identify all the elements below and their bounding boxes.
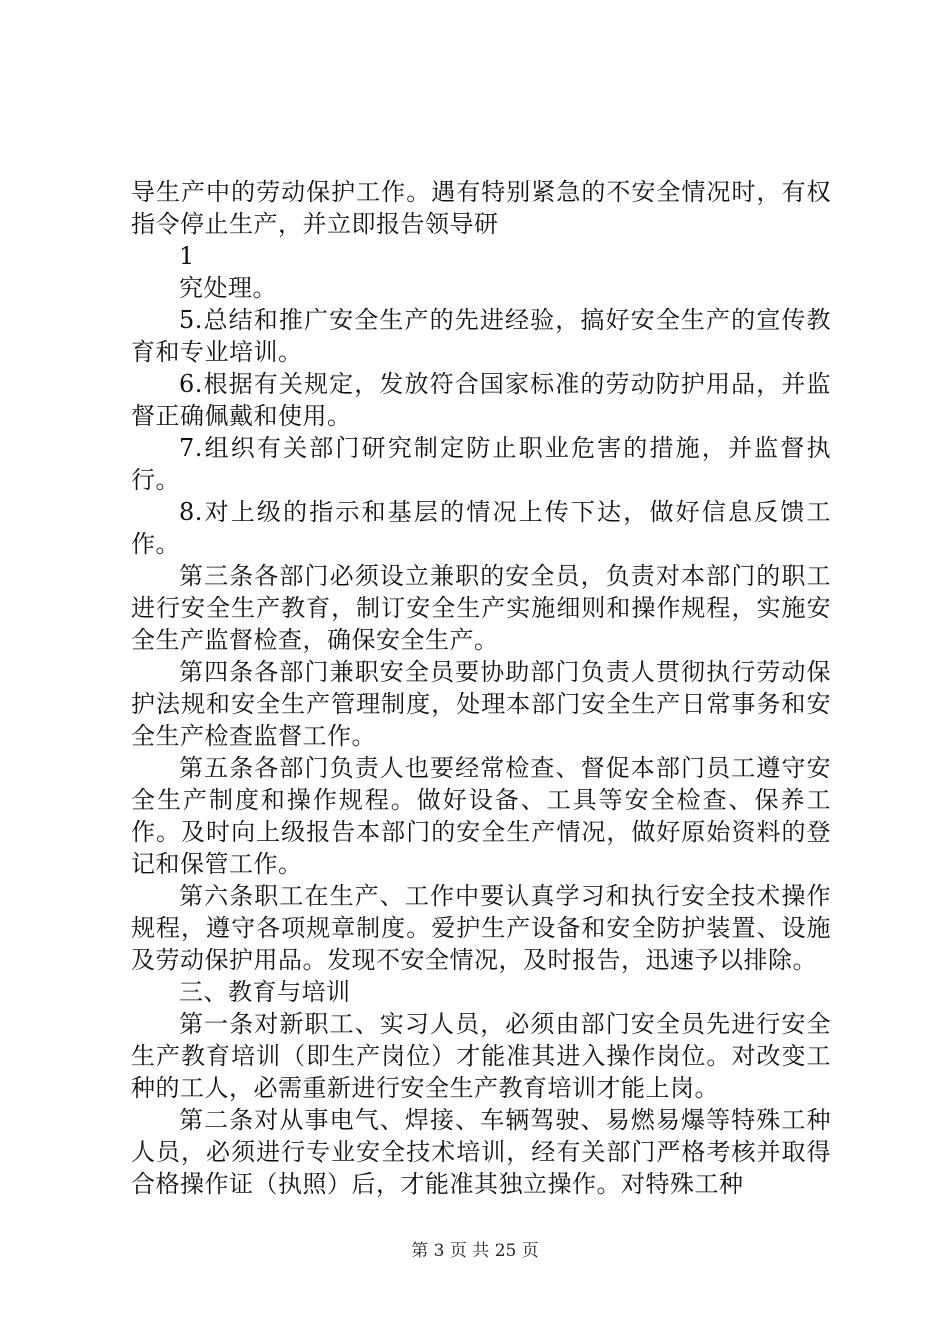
article-6: 第六条职工在生产、工作中要认真学习和执行安全技术操作规程，遵守各项规章制度。爱护生产设备和安全防护装置、设施及劳动保护用品。发现不安全情况，及时报告，迅速予以排除。 bbox=[131, 882, 831, 974]
list-item-7: 7.组织有关部门研究制定防止职业危害的措施，并监督执行。 bbox=[131, 434, 831, 494]
article-5: 第五条各部门负责人也要经常检查、督促本部门员工遵守安全生产制度和操作规程。做好设备、工具等安全检查、保养工作。及时向上级报告本部门的安全生产情况，做好原始资料的登记和保管工作。 bbox=[131, 754, 831, 878]
list-item-5: 5.总结和推广安全生产的先进经验，搞好安全生产的宣传教育和专业培训。 bbox=[131, 306, 831, 366]
page-footer: 第 3 页 共 25 页 bbox=[411, 1241, 539, 1261]
paragraph-continuation: 导生产中的劳动保护工作。遇有特别紧急的不安全情况时，有权指令停止生产，并立即报告领导研 bbox=[131, 178, 831, 238]
document-body bbox=[131, 176, 831, 1200]
article-2: 第二条对从事电气、焊接、车辆驾驶、易燃易爆等特殊工种人员，必须进行专业安全技术培训，经有关部门严格考核并取得合格操作证（执照）后，才能准其独立操作。对特殊工种 bbox=[131, 1106, 831, 1198]
list-item-8: 8.对上级的指示和基层的情况上传下达，做好信息反馈工作。 bbox=[131, 498, 831, 558]
inline-page-number: 1 bbox=[179, 242, 195, 270]
article-1: 第一条对新职工、实习人员，必须由部门安全员先进行安全生产教育培训（即生产岗位）才能准其进入操作岗位。对改变工种的工人，必需重新进行安全生产教育培训才能上岗。 bbox=[131, 1010, 831, 1102]
paragraph: 究处理。 bbox=[179, 274, 277, 302]
article-3: 第三条各部门必须设立兼职的安全员，负责对本部门的职工进行安全生产教育，制订安全生产实施细则和操作规程，实施安全生产监督检查，确保安全生产。 bbox=[131, 562, 831, 654]
article-4: 第四条各部门兼职安全员要协助部门负责人贯彻执行劳动保护法规和安全生产管理制度，处理本部门安全生产日常事务和安全生产检查监督工作。 bbox=[131, 658, 831, 750]
section-heading: 三、教育与培训 bbox=[179, 978, 351, 1006]
list-item-6: 6.根据有关规定，发放符合国家标准的劳动防护用品，并监督正确佩戴和使用。 bbox=[131, 370, 831, 430]
